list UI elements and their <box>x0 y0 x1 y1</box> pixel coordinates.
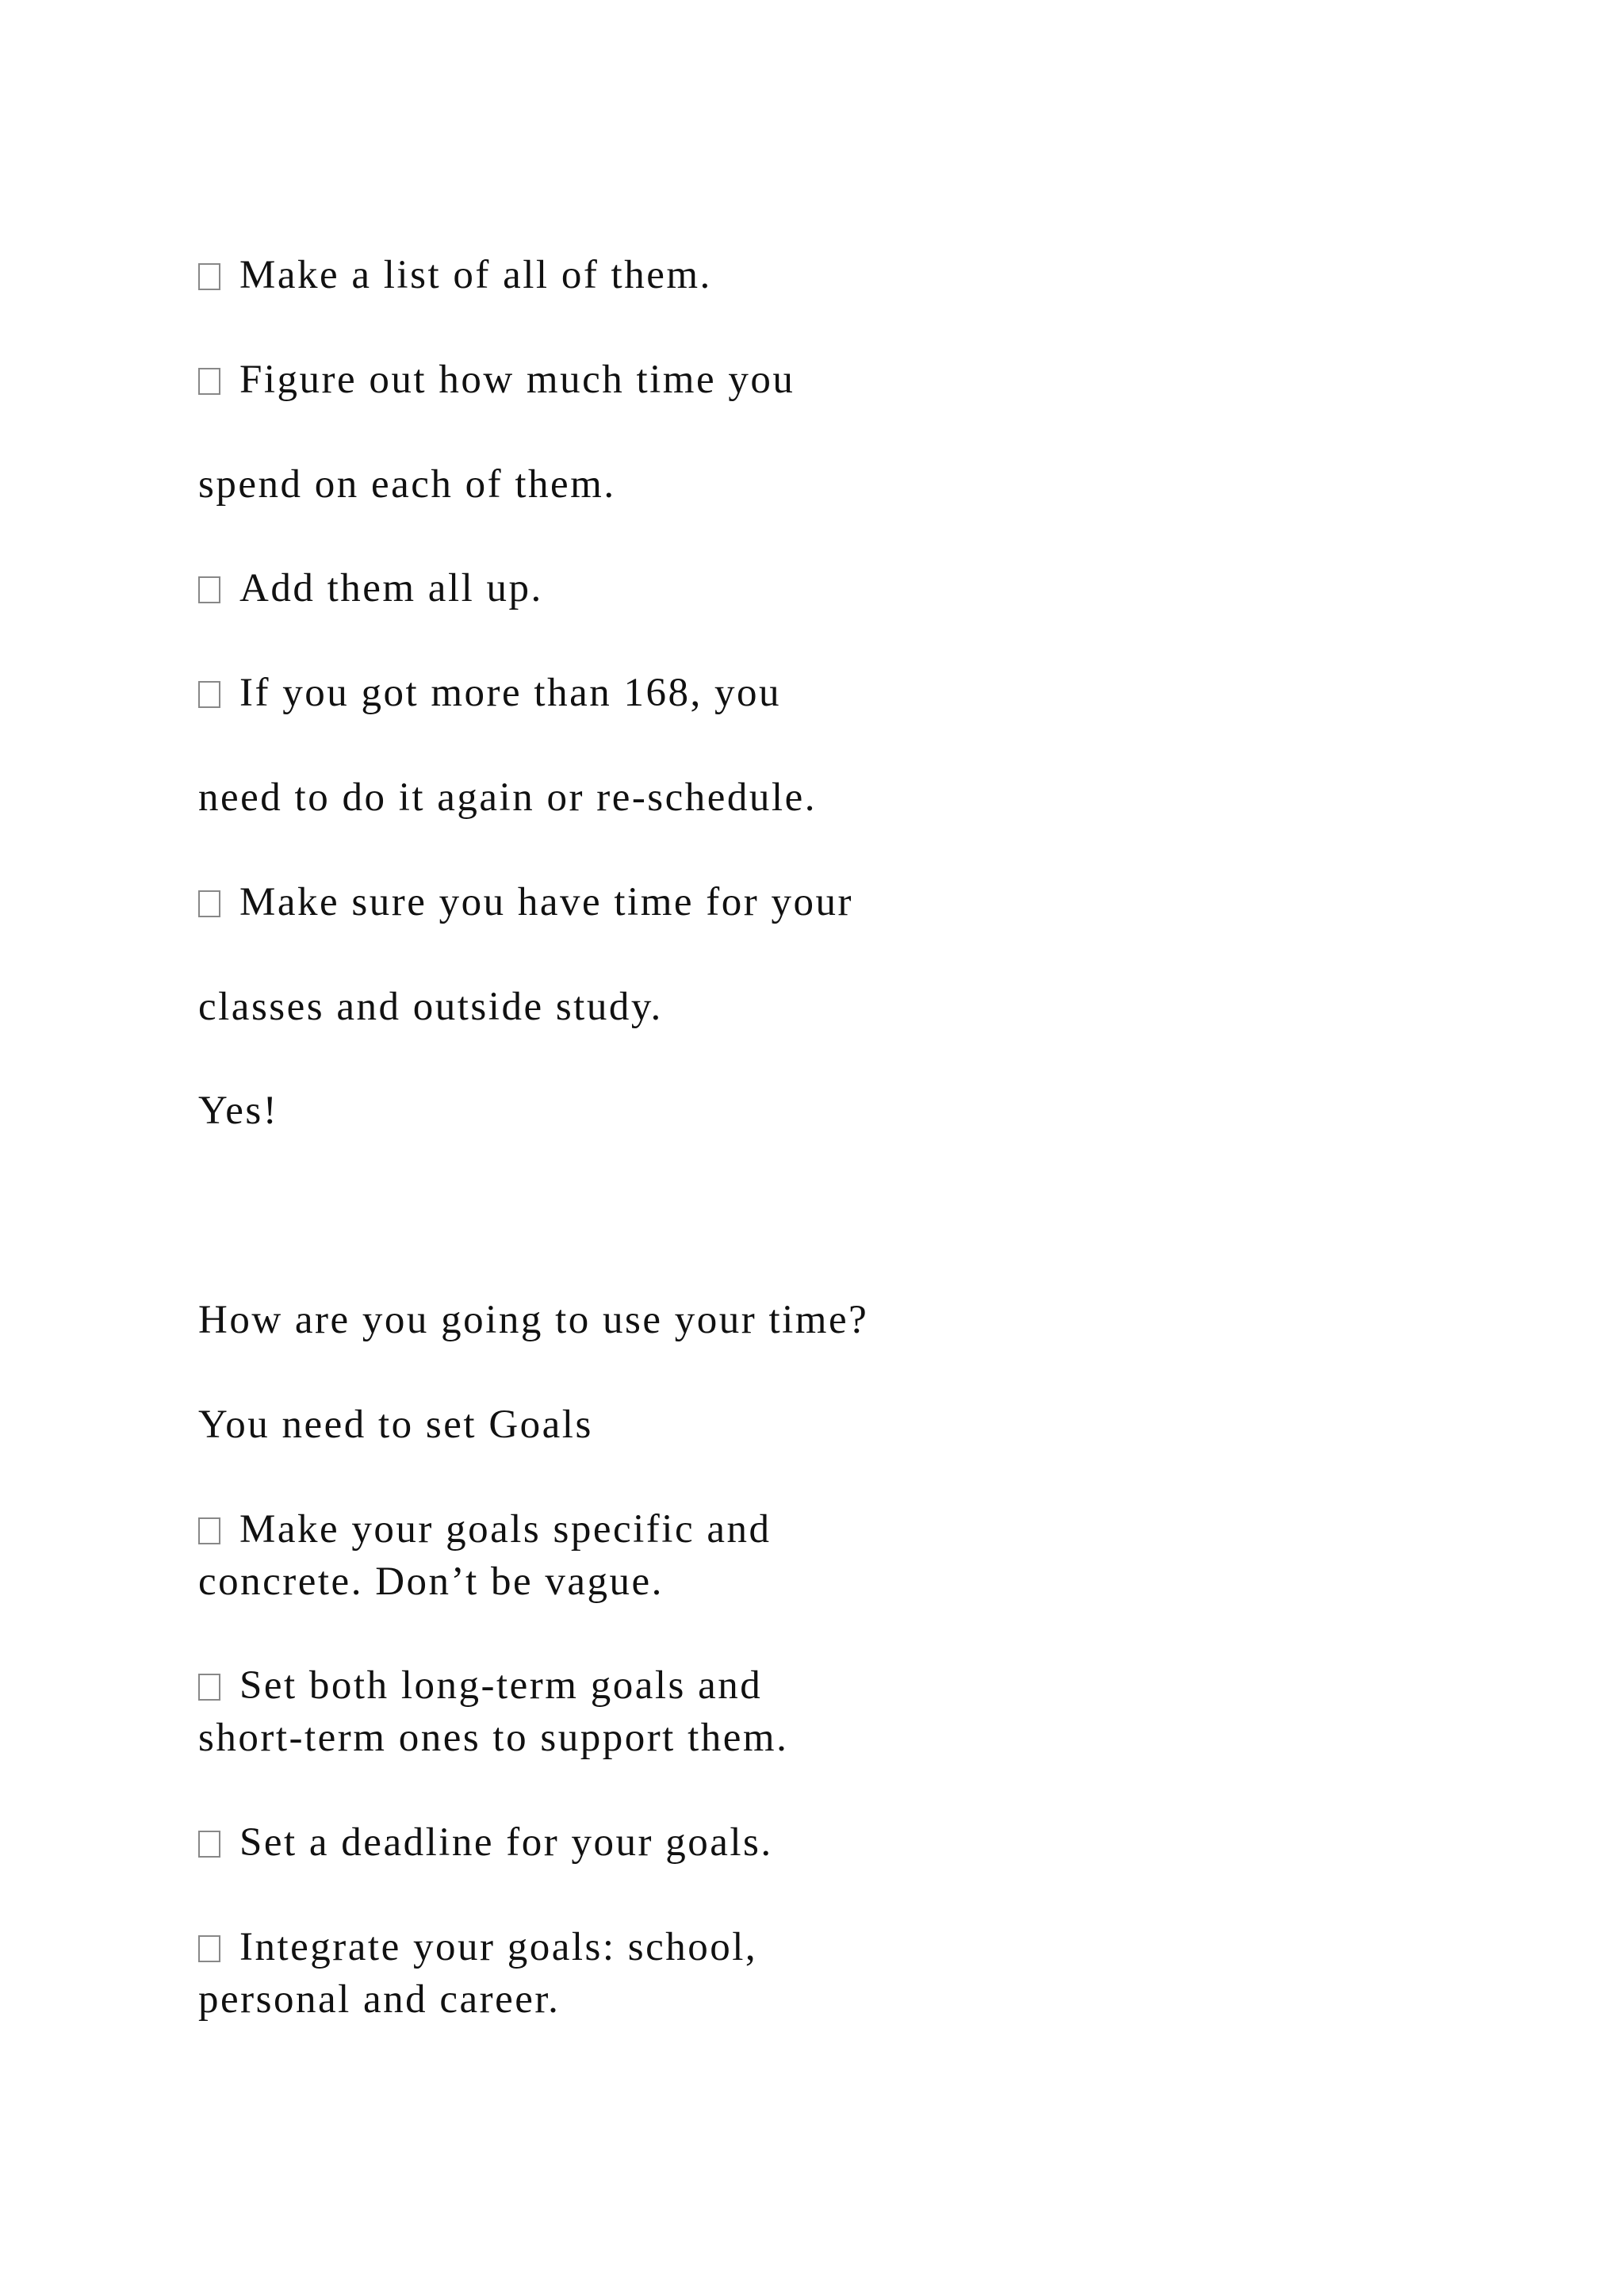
list-item-continuation: personal and career. <box>198 1977 561 2022</box>
section-heading: You need to set Goals <box>198 1402 593 1447</box>
list-item: Make your goals specific and <box>198 1510 771 1550</box>
list-item: Add them all up. <box>198 568 543 609</box>
bullet-glyph-icon <box>198 263 220 290</box>
section-question: How are you going to use your time? <box>198 1298 869 1342</box>
bullet-glyph-icon <box>198 1517 220 1544</box>
list-item-continuation: need to do it again or re-schedule. <box>198 775 817 820</box>
list-item-continuation: short-term ones to support them. <box>198 1716 789 1760</box>
list-item: If you got more than 168, you <box>198 673 781 714</box>
bullet-glyph-icon <box>198 890 220 917</box>
bullet-glyph-icon <box>198 1935 220 1962</box>
list-item: Make sure you have time for your <box>198 882 853 923</box>
list-item-continuation: spend on each of them. <box>198 462 616 507</box>
bullet-glyph-icon <box>198 1674 220 1701</box>
bullet-glyph-icon <box>198 576 220 603</box>
answer-text: Yes! <box>198 1089 279 1133</box>
list-item: Integrate your goals: school, <box>198 1927 757 1968</box>
bullet-glyph-icon <box>198 681 220 708</box>
list-item: Set both long-term goals and <box>198 1666 762 1706</box>
list-item: Make a list of all of them. <box>198 255 712 296</box>
list-item: Figure out how much time you <box>198 360 795 400</box>
bullet-glyph-icon <box>198 1831 220 1858</box>
list-item: Set a deadline for your goals. <box>198 1823 773 1863</box>
list-item-continuation: classes and outside study. <box>198 985 663 1029</box>
bullet-glyph-icon <box>198 368 220 395</box>
list-item-continuation: concrete. Don’t be vague. <box>198 1559 664 1604</box>
